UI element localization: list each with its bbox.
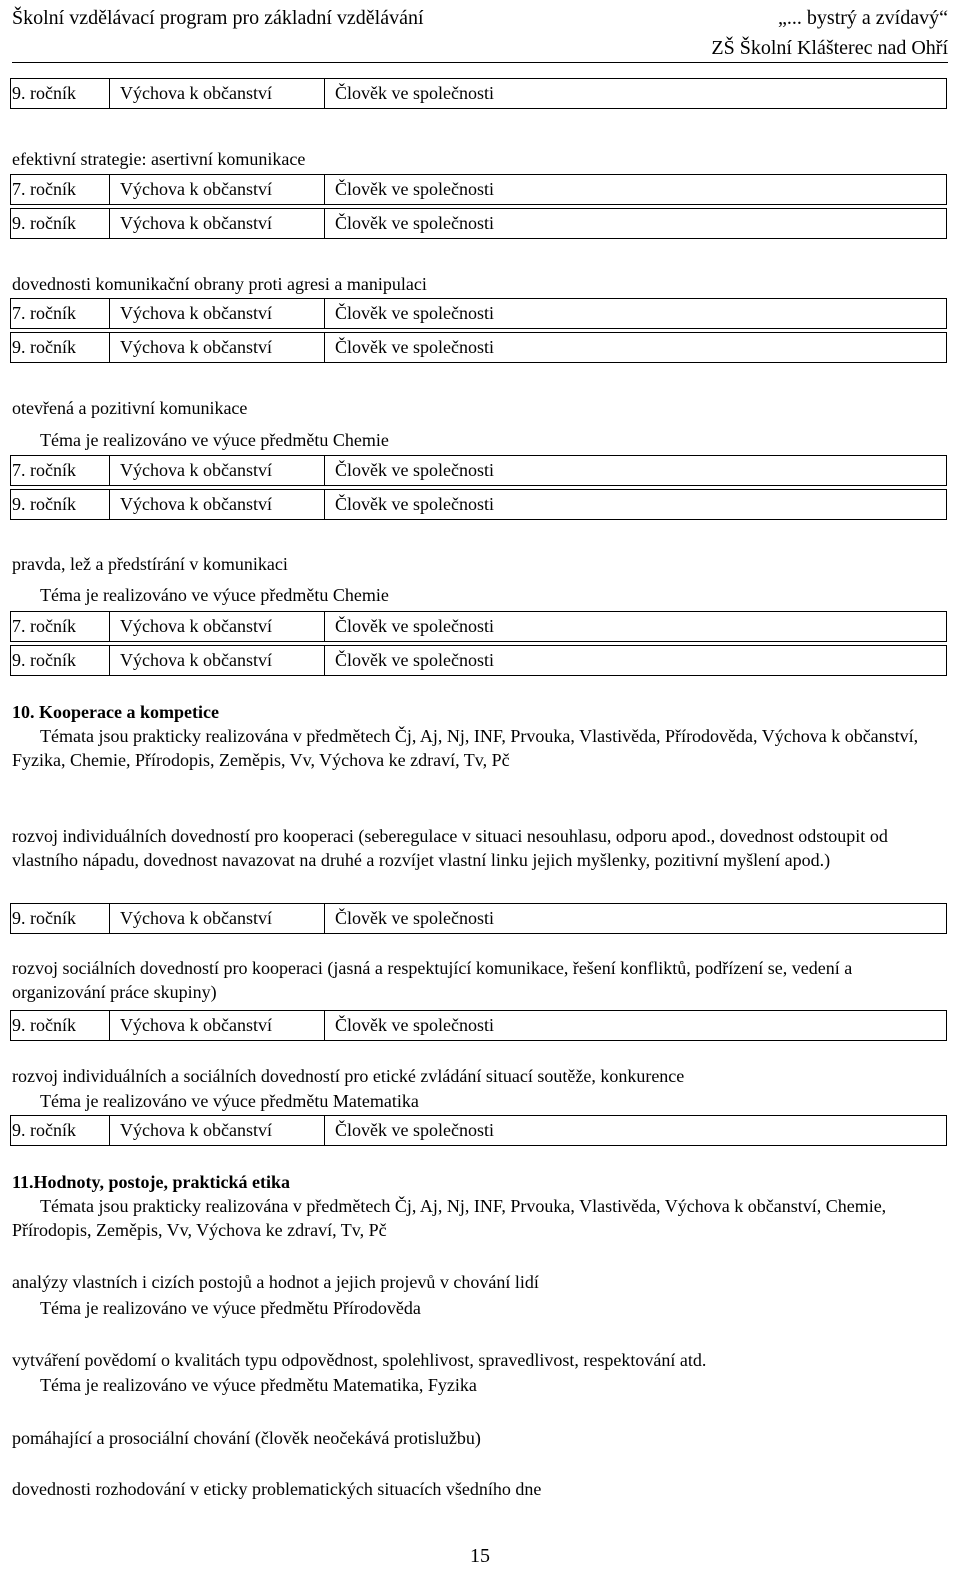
- grade-cell: 7. ročník: [11, 612, 110, 641]
- grade-cell: 9. ročník: [11, 490, 110, 519]
- subject-cell: Výchova k občanství: [110, 209, 325, 238]
- topic-heading: rozvoj individuálních a sociálních dovedností pro etické zvládání situací soutěže, konkurence: [12, 1066, 685, 1086]
- table-row: [10, 78, 947, 109]
- topic-heading: dovednosti komunikační obrany proti agresi a manipulaci: [12, 274, 427, 294]
- section-title: 10. Kooperace a kompetice: [12, 702, 219, 722]
- area-cell: Člověk ve společnosti: [335, 650, 494, 670]
- subject-cell: Výchova k občanství: [110, 1116, 325, 1145]
- table-row: [10, 645, 947, 676]
- table-row: [10, 489, 947, 520]
- page-number: 15: [470, 1545, 490, 1567]
- table-row: [10, 298, 947, 329]
- area-cell: Člověk ve společnosti: [335, 616, 494, 636]
- area-cell: Člověk ve společnosti: [335, 1120, 494, 1140]
- topic-heading: vytváření povědomí o kvalitách typu odpovědnost, spolehlivost, spravedlivost, respektování atd.: [12, 1350, 707, 1370]
- header-motto: „... bystrý a zvídavý“: [778, 7, 948, 29]
- topic-heading: pravda, lež a předstírání v komunikaci: [12, 554, 288, 574]
- area-cell: Člověk ve společnosti: [335, 460, 494, 480]
- area-cell: Člověk ve společnosti: [335, 337, 494, 357]
- table-row: [10, 455, 947, 486]
- grade-cell: 9. ročník: [11, 333, 110, 362]
- subject-cell: Výchova k občanství: [110, 79, 325, 108]
- area-cell: Člověk ve společnosti: [335, 494, 494, 514]
- area-cell: Člověk ve společnosti: [335, 213, 494, 233]
- grade-cell: 9. ročník: [11, 209, 110, 238]
- topic-heading: efektivní strategie: asertivní komunikace: [12, 149, 306, 169]
- topic-note: Téma je realizováno ve výuce předmětu Chemie: [40, 585, 389, 605]
- subject-cell: Výchova k občanství: [110, 490, 325, 519]
- subject-cell: Výchova k občanství: [110, 904, 325, 933]
- grade-cell: 7. ročník: [11, 456, 110, 485]
- topic-heading: analýzy vlastních i cizích postojů a hodnot a jejich projevů v chování lidí: [12, 1272, 539, 1292]
- topic-note: Téma je realizováno ve výuce předmětu Přírodověda: [40, 1298, 421, 1318]
- table-row: [10, 611, 947, 642]
- section-intro: Témata jsou prakticky realizována v předmětech Čj, Aj, Nj, INF, Prvouka, Vlastivěda, Přírodověda, Výchova k občanství, Fyzika, Chemie, Přírodopis, Zeměpis, Vv, Výchova ke zdraví, Tv, Pč: [12, 726, 919, 770]
- topic-heading: pomáhající a prosociální chování (člověk neočekává protislužbu): [12, 1428, 481, 1448]
- topic-heading: otevřená a pozitivní komunikace: [12, 398, 248, 418]
- subject-cell: Výchova k občanství: [110, 333, 325, 362]
- topic-note: Téma je realizováno ve výuce předmětu Matematika, Fyzika: [40, 1375, 477, 1395]
- topic-heading: dovednosti rozhodování v eticky problematických situacích všedního dne: [12, 1479, 542, 1499]
- grade-cell: 9. ročník: [11, 904, 110, 933]
- grade-cell: 9. ročník: [11, 1116, 110, 1145]
- table-row: [10, 1010, 947, 1041]
- topic-heading: rozvoj sociálních dovedností pro kooperaci (jasná a respektující komunikace, řešení konfliktů, podřízení se, vedení a organizování práce skupiny): [12, 958, 853, 1002]
- area-cell: Člověk ve společnosti: [335, 908, 494, 928]
- topic-note: Téma je realizováno ve výuce předmětu Matematika: [40, 1091, 419, 1111]
- table-row: [10, 332, 947, 363]
- grade-cell: 7. ročník: [11, 175, 110, 204]
- grade-cell: 9. ročník: [11, 79, 110, 108]
- topic-note: Téma je realizováno ve výuce předmětu Chemie: [40, 430, 389, 450]
- grade-cell: 9. ročník: [11, 1011, 110, 1040]
- subject-cell: Výchova k občanství: [110, 456, 325, 485]
- grade-cell: 9. ročník: [11, 646, 110, 675]
- table-row: [10, 174, 947, 205]
- header-school-name: ZŠ Školní Klášterec nad Ohří: [711, 37, 948, 59]
- table-row: [10, 903, 947, 934]
- area-cell: Člověk ve společnosti: [335, 1015, 494, 1035]
- subject-cell: Výchova k občanství: [110, 612, 325, 641]
- table-row: [10, 208, 947, 239]
- topic-heading: rozvoj individuálních dovedností pro kooperaci (seberegulace v situaci nesouhlasu, odporu apod., dovednost odstoupit od vlastního nápadu, dovednost navazovat na druhé a rozvíjet vlastní linku jejich myšlenky, pozitivní myšlení apod.): [12, 826, 888, 870]
- page-header: [12, 6, 948, 63]
- area-cell: Člověk ve společnosti: [335, 83, 494, 103]
- section-title: 11.Hodnoty, postoje, praktická etika: [12, 1172, 291, 1192]
- section-intro: Témata jsou prakticky realizována v předmětech Čj, Aj, Nj, INF, Prvouka, Vlastivěda, Výchova k občanství, Chemie, Přírodopis, Zeměpis, Vv, Výchova ke zdraví, Tv, Pč: [12, 1196, 887, 1240]
- subject-cell: Výchova k občanství: [110, 646, 325, 675]
- subject-cell: Výchova k občanství: [110, 299, 325, 328]
- table-row: [10, 1115, 947, 1146]
- subject-cell: Výchova k občanství: [110, 175, 325, 204]
- grade-cell: 7. ročník: [11, 299, 110, 328]
- area-cell: Člověk ve společnosti: [335, 179, 494, 199]
- area-cell: Člověk ve společnosti: [335, 303, 494, 323]
- subject-cell: Výchova k občanství: [110, 1011, 325, 1040]
- header-school-program: Školní vzdělávací program pro základní vzdělávání: [12, 7, 424, 29]
